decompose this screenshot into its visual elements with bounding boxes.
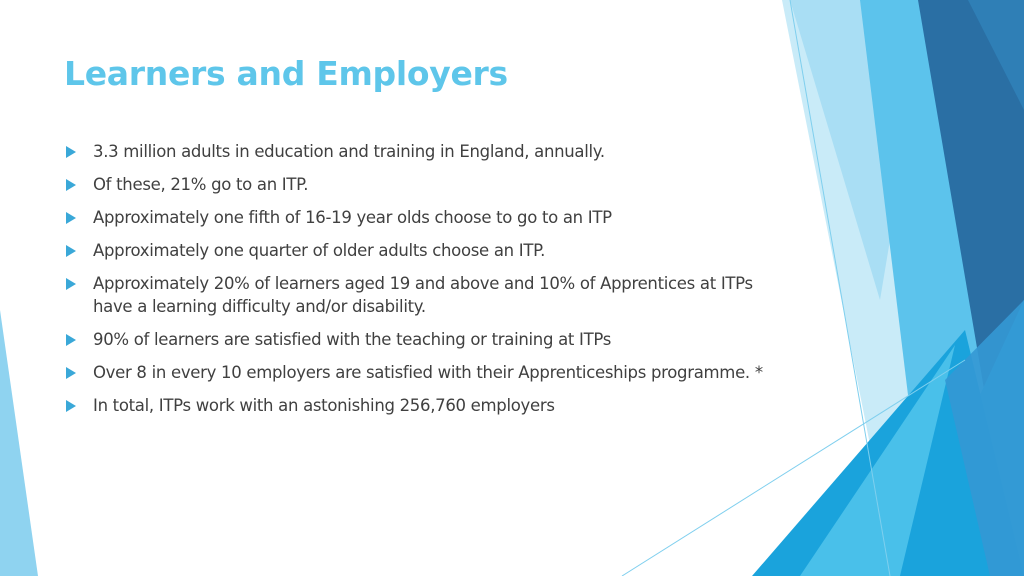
bullet-text: Of these, 21% go to an ITP. [93, 175, 309, 194]
bullet-text: 90% of learners are satisfied with the teaching or training at ITPs [93, 330, 612, 349]
bullet-text: 3.3 million adults in education and training in England, annually. [93, 142, 605, 161]
bullet-item [64, 361, 764, 384]
bullet-text: Over 8 in every 10 employers are satisfied with their Apprenticeships programme. * [93, 363, 763, 382]
bullet-item [64, 394, 764, 417]
triangle-right-icon [66, 400, 76, 412]
bullet-item [64, 328, 764, 351]
bullet-item [64, 140, 764, 163]
triangle-right-icon [66, 212, 76, 224]
bullet-item [64, 272, 764, 318]
triangle-right-icon [66, 278, 76, 290]
bullet-text: Approximately one fifth of 16-19 year olds choose to go to an ITP [93, 208, 612, 227]
bullet-item [64, 206, 764, 229]
bullet-list [64, 140, 764, 427]
bullet-text: Approximately one quarter of older adults choose an ITP. [93, 241, 546, 260]
slide-title: Learners and Employers [64, 54, 508, 93]
bullet-text: Approximately 20% of learners aged 19 and above and 10% of Apprentices at ITPs have a learning difficulty and/or disability. [93, 274, 753, 316]
triangle-right-icon [66, 334, 76, 346]
triangle-right-icon [66, 146, 76, 158]
triangle-right-icon [66, 367, 76, 379]
bullet-item [64, 173, 764, 196]
bullet-item [64, 239, 764, 262]
triangle-right-icon [66, 245, 76, 257]
bullet-text: In total, ITPs work with an astonishing 256,760 employers [93, 396, 555, 415]
triangle-right-icon [66, 179, 76, 191]
left-edge-accent-shape [0, 310, 38, 576]
